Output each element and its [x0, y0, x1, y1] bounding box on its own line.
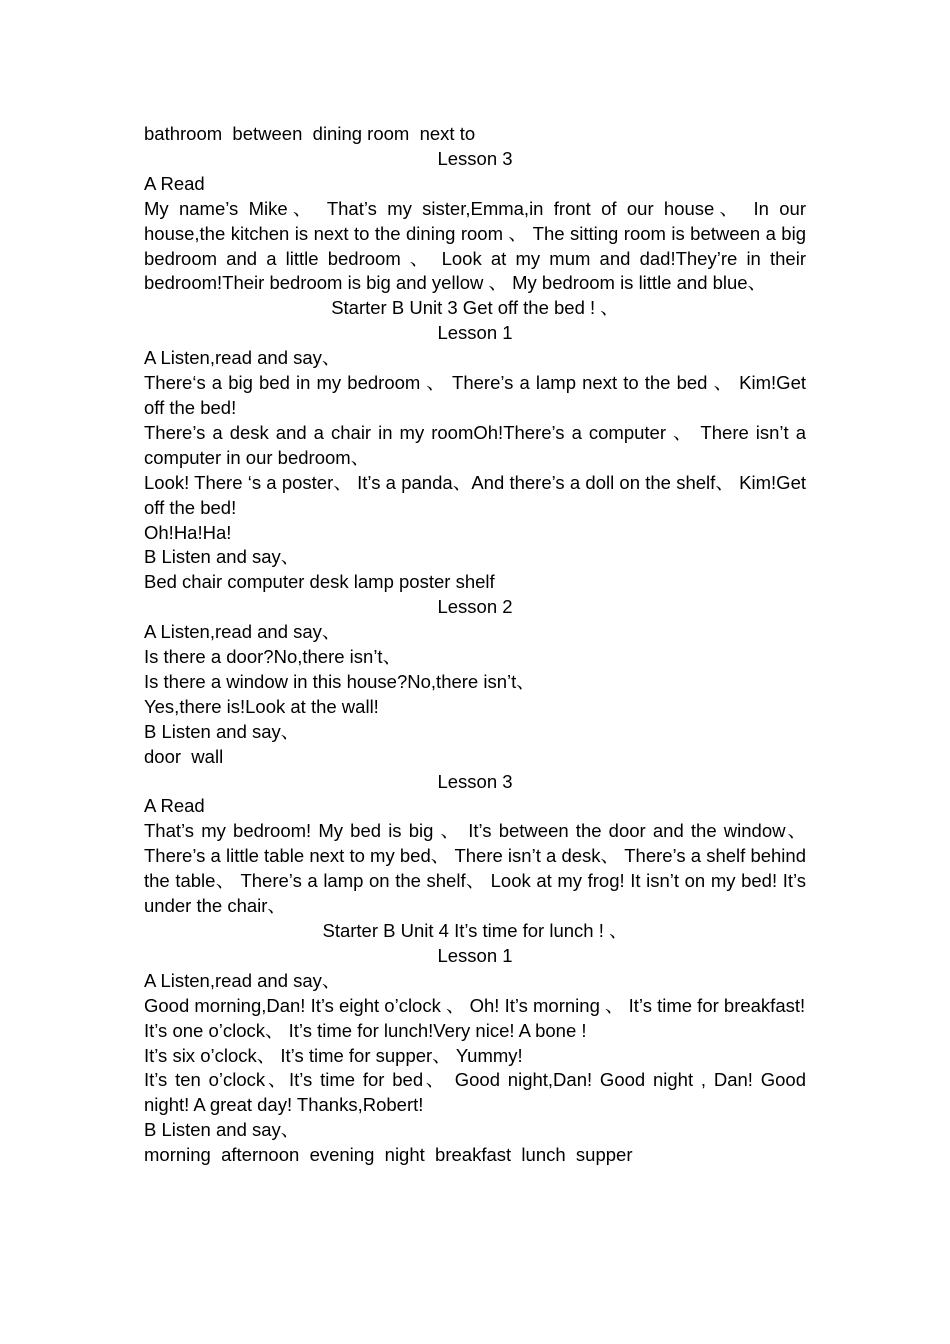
unit-title: Starter B Unit 3 Get off the bed ! 、	[331, 297, 619, 319]
vocab-line: bathroom between dining room next to	[144, 123, 476, 144]
section-heading: A Read	[144, 795, 205, 817]
dialogue-line: Oh!Ha!Ha!	[144, 521, 232, 543]
lesson-heading: Lesson 3	[437, 770, 513, 792]
unit-title: Starter B Unit 4 It’s time for lunch ! 、	[322, 920, 628, 941]
document-body	[144, 122, 806, 1168]
lesson-heading: Lesson 3	[437, 147, 513, 169]
dialogue-line: There’s a desk and a chair in my roomOh!There’s a computer 、 There isn’t a computer in our bedroom、	[144, 421, 806, 468]
reading-paragraph: That’s my bedroom! My bed is big 、 It’s between the door and the window、 There’s a little table next to my bed、 There isn’t a desk、 There’s a shelf behind the table、 There’s a lamp on the shelf、 Look at my frog! It isn’t on my bed! It’s under the chair、	[144, 820, 806, 917]
lesson-heading: Lesson 1	[437, 322, 513, 344]
dialogue-line: Is there a window in this house?No,there isn’t、	[144, 670, 535, 692]
lesson-heading: Lesson 2	[437, 596, 513, 618]
dialogue-line: Is there a door?No,there isn’t、	[144, 646, 402, 668]
section-heading: A Listen,read and say、	[144, 969, 341, 991]
dialogue-line: It’s ten o’clock、It’s time for bed、 Good night,Dan! Good night , Dan! Good night! A great day! Thanks,Robert!	[144, 1069, 806, 1116]
section-heading: B Listen and say、	[144, 720, 300, 742]
section-heading: A Read	[144, 172, 205, 194]
dialogue-line: Yes,there is!Look at the wall!	[144, 695, 379, 717]
section-heading: B Listen and say、	[144, 1119, 300, 1141]
dialogue-line: Good morning,Dan! It’s eight o’clock 、 Oh! It’s morning 、 It’s time for breakfast!	[144, 994, 806, 1016]
reading-paragraph: My name’s Mike、 That’s my sister,Emma,in front of our house、 In our house,the kitchen is next to the dining room 、 The sitting room is between a big bedroom and a little bedroom 、 Look at my mum and dad!They’re in their bedroom!Their bedroom is big and yellow 、 My bedroom is little and blue、	[144, 197, 806, 294]
dialogue-line: There‘s a big bed in my bedroom 、 There’s a lamp next to the bed 、 Kim!Get off the bed!	[144, 372, 806, 418]
lesson-heading: Lesson 1	[437, 944, 513, 966]
section-heading: B Listen and say、	[144, 546, 300, 568]
vocab-line: Bed chair computer desk lamp poster shelf	[144, 571, 495, 593]
section-heading: A Listen,read and say、	[144, 347, 341, 369]
vocab-line: morning afternoon evening night breakfast lunch supper	[144, 1144, 633, 1166]
section-heading: A Listen,read and say、	[144, 621, 341, 643]
dialogue-line: Look! There ‘s a poster、 It’s a panda、And there’s a doll on the shelf、 Kim!Get off the bed!	[144, 471, 806, 518]
vocab-line: door wall	[144, 745, 224, 767]
dialogue-line: It’s six o’clock、 It’s time for supper、 Yummy!	[144, 1044, 523, 1066]
dialogue-line: It’s one o’clock、 It’s time for lunch!Very nice! A bone !	[144, 1019, 587, 1041]
